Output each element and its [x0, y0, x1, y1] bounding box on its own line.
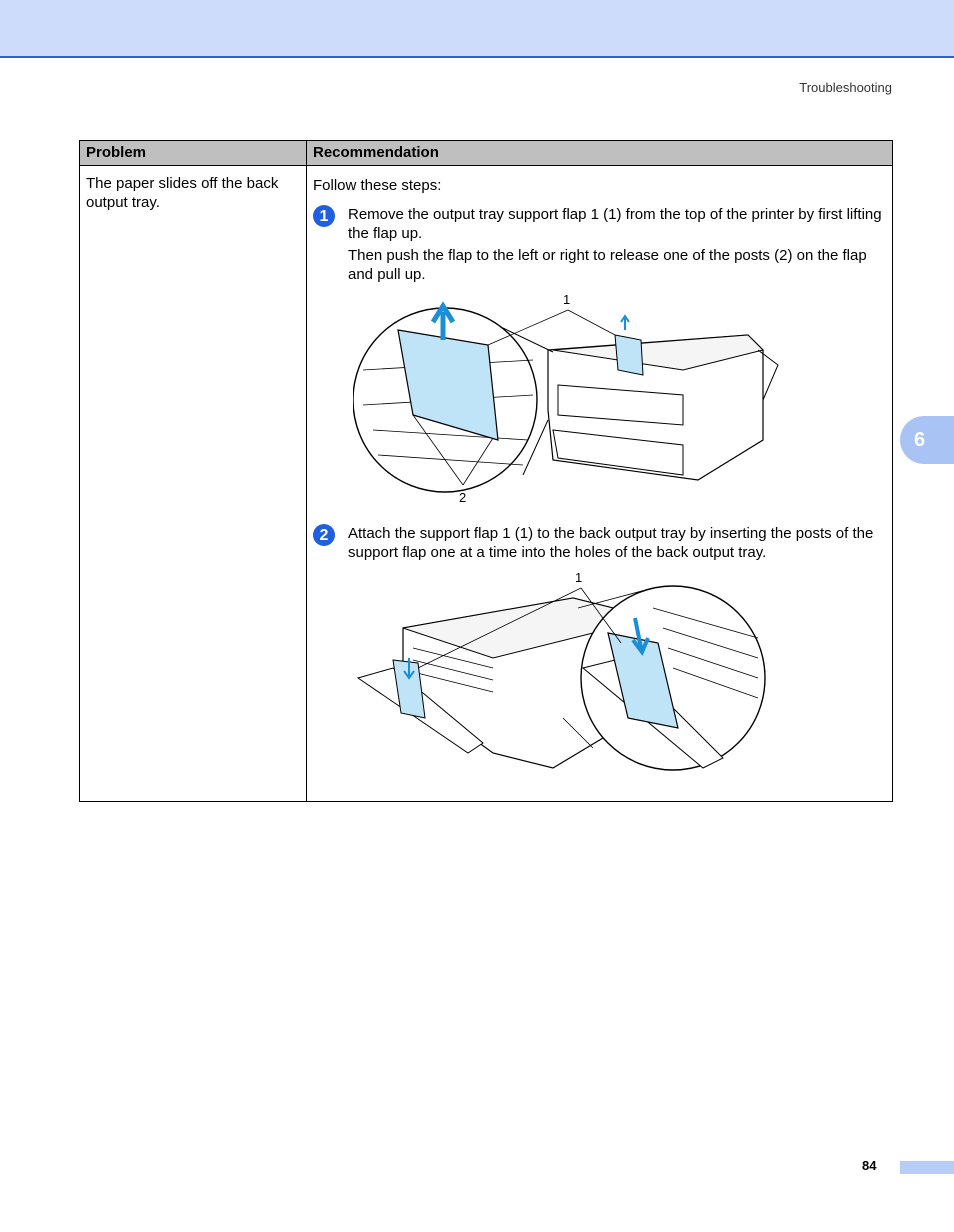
chapter-tab[interactable]	[900, 416, 954, 464]
step-1	[313, 205, 886, 284]
header-band	[0, 0, 954, 58]
small-flap	[615, 335, 643, 375]
chapter-number: 6	[914, 428, 926, 451]
figure-remove-flap	[353, 290, 886, 510]
step-2	[313, 524, 886, 562]
recommendation-cell	[307, 166, 893, 802]
header-problem: Problem	[80, 141, 307, 166]
callout-2: 2	[459, 490, 467, 505]
running-head: Troubleshooting	[799, 80, 892, 95]
step-1-text: Remove the output tray support flap 1 (1) from the top of the printer by first lifting the flap up.	[348, 206, 882, 242]
step-number-badge: 2	[313, 524, 335, 546]
problem-cell	[80, 166, 307, 802]
step-number-badge: 1	[313, 205, 335, 227]
steps-intro: Follow these steps:	[313, 177, 442, 194]
troubleshooting-table	[79, 140, 893, 802]
header-recommendation: Recommendation	[307, 141, 893, 166]
table-header-row	[80, 141, 893, 166]
printer-attach-flap-illustration	[353, 568, 813, 793]
page-number-bar	[900, 1161, 954, 1174]
step-2-text: Attach the support flap 1 (1) to the back output tray by inserting the posts of the support flap one at a time into the holes of the back output tray.	[348, 525, 874, 561]
problem-text: The paper slides off the back output tray.	[86, 175, 279, 211]
callout-1: 1	[563, 292, 571, 307]
callout-1: 1	[575, 570, 583, 585]
small-up-arrow-icon	[621, 316, 629, 330]
table-row	[80, 166, 893, 802]
figure-attach-flap	[353, 568, 886, 793]
printer-remove-flap-illustration	[353, 290, 813, 510]
page-number: 84	[862, 1158, 877, 1173]
step-1-text-2: Then push the flap to the left or right to release one of the posts (2) on the flap and pull up.	[348, 247, 867, 283]
